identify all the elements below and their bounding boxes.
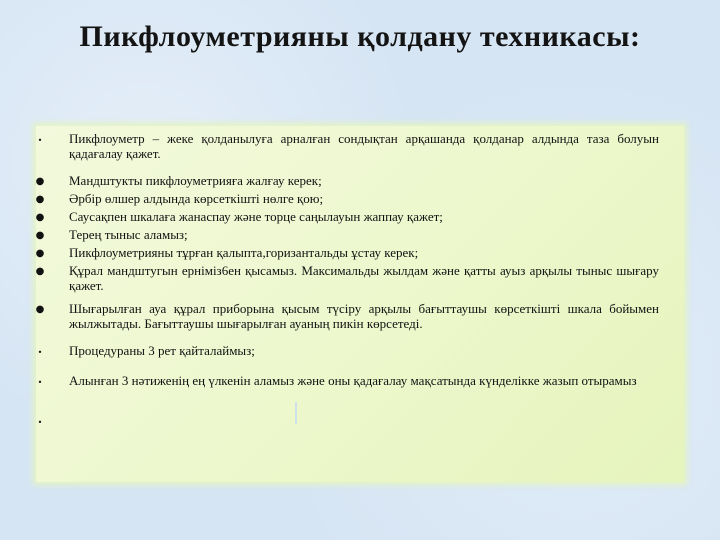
list-item-text: Мандштукты пикфлоуметрияға жалғау керек;	[69, 173, 322, 188]
bullet-icon: ●	[35, 266, 45, 277]
text-cursor-mark	[295, 402, 297, 424]
bullet-icon: ●	[35, 304, 45, 315]
bullet-icon: •	[37, 348, 43, 357]
bullet-icon: •	[37, 136, 43, 145]
bullet-icon: ●	[35, 230, 45, 241]
list-item-text: Алынған 3 нәтиженің ең үлкенін аламыз және оны қадағалау мақсатында күнделікке жазып отырамыз	[69, 373, 637, 388]
list-item-text: Әрбір өлшер алдында көрсеткішті нөлге қою;	[69, 191, 324, 206]
bullet-icon: ●	[35, 176, 45, 187]
list-item-text: Құрал мандштугын ерніміз6ен қысамыз. Максимальды жылдам және қатты ауыз арқылы тыныс шығару қажет.	[69, 263, 659, 293]
list-item-text: Шығарылған ауа құрал приборына қысым түсіру арқылы бағыттаушы көрсеткішті шкала бойымен жылжытады. Бағыттаушы шығарылған ауаның пикін көрсетеді.	[69, 301, 659, 331]
list-item-text: Пикфлоуметрияны тұрған қалыпта,горизантальды ұстау керек;	[69, 245, 419, 260]
list-item-text: Процедураны 3 рет қайталаймыз;	[69, 343, 255, 358]
bullet-icon: •	[37, 418, 43, 427]
content-box	[36, 126, 684, 482]
list-item-text: Терең тыныс аламыз;	[69, 227, 188, 242]
list-item-text: Пикфлоуметр – жеке қолданылуға арналған сондықтан арқашанда қолданар алдында таза болуын қадағалау қажет.	[69, 131, 659, 161]
bullet-icon: ●	[35, 248, 45, 259]
bullet-icon: ●	[35, 212, 45, 223]
bullet-icon: ●	[35, 194, 45, 205]
slide-title: Пикфлоуметрияны қолдану техникасы:	[79, 20, 641, 53]
list-item-text: Саусақпен шкалаға жанаспау және торце саңылауын жаппау қажет;	[69, 209, 443, 224]
bullet-icon: •	[37, 378, 43, 387]
